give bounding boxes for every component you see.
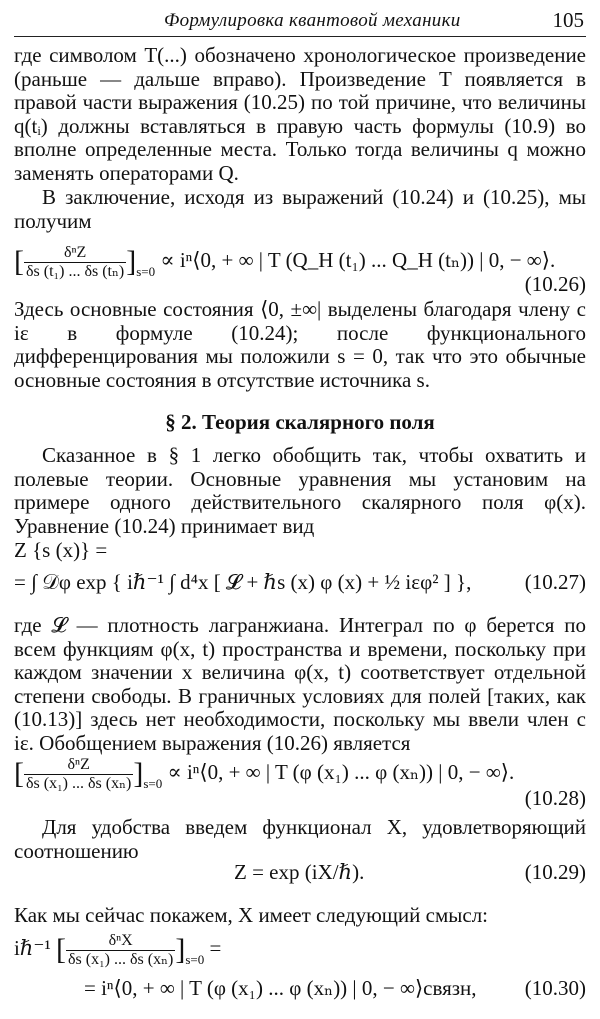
- subscript: s=0: [143, 776, 163, 791]
- equation-10-27-line-2: = ∫ 𝒟φ exp { iℏ⁻¹ ∫ d⁴x [ 𝓛 + ℏs (x) φ (x) + ½ iεφ² ] }, (10.27): [14, 562, 586, 602]
- fraction-numerator: δⁿZ: [24, 244, 126, 263]
- equation-10-30-line-2: = iⁿ⟨0, + ∞ | T (φ (x₁) ... φ (xₙ)) | 0, − ∞⟩связн, (10.30): [14, 968, 586, 1008]
- equation-number-10-29: (10.29): [524, 860, 586, 884]
- subscript: s=0: [185, 952, 205, 967]
- equals-sign: =: [209, 936, 222, 960]
- equation-10-28: [ $\frac{\text{δⁿZ}}{\text{δs (x₁) ... δs (xₙ)}}$ ]$_{s=0}$ ∝ iⁿ⟨0, + ∞ | T (φ (x₁) ... φ (xₙ)) | 0, − ∞⟩.: [14, 755, 515, 792]
- fraction: [66, 932, 175, 969]
- equation-number-10-28: (10.28): [524, 786, 586, 810]
- running-header: [14, 2, 586, 37]
- paragraph-5: где 𝓛 — плотность лагранжиана. Интеграл по φ берется по всем функциям φ(x, t) пространства и времени, поскольку при каждом значении x величина φ(x, t) соответствует отдельной степени свободы. В граничных условиях для полей [таких, как (10.13)] здесь нет необходимости, поскольку мы ввели член с iε. Обобщением выражения (10.26) является: [14, 613, 586, 755]
- paragraph-6: Для удобства введем функционал X, удовлетворяющий соотношению: [14, 815, 586, 863]
- equation-number-10-27: (10.27): [524, 570, 586, 594]
- fraction-denominator: δs (x₁) ... δs (xₙ): [68, 950, 174, 968]
- equation-10-30-line-1: iℏ⁻¹ [ $\frac{\text{δⁿX}}{\text{δs (x₁) ... δs (xₙ)}}$ ]$_{s=0}$ =: [14, 931, 222, 968]
- equation-10-29: Z = exp (iX/ℏ). (10.29): [14, 852, 586, 892]
- fraction-numerator: δⁿZ: [24, 756, 133, 775]
- equation-prefix: iℏ⁻¹: [14, 936, 51, 960]
- fraction-denominator: δs (t₁) ... δs (tₙ): [26, 262, 125, 280]
- paragraph-3: Здесь основные состояния ⟨0, ±∞| выделены благодаря члену с iε в формуле (10.24); после функционального дифференцирования мы положили s = 0, так что это обычные основные состояния в отсутствие источника s.: [14, 297, 586, 392]
- fraction-numerator: δⁿX: [66, 932, 175, 951]
- fraction: [24, 244, 126, 281]
- paragraph-1: где символом T(...) обозначено хронологическое произведение (раньше — дальше вправо). Произведение T появляется в правой части выражения (10.25) по той причине, что величины q(tᵢ) должны вставляться в правую часть формулы (10.9) во вполне определенные места. Только тогда величины q можно заменять операторами Q.: [14, 43, 586, 185]
- section-heading: § 2. Теория скалярного поля: [165, 410, 435, 434]
- equation-number-10-26: (10.26): [524, 272, 586, 296]
- equation-number-10-30: (10.30): [524, 976, 586, 1000]
- page-number: 105: [552, 8, 584, 32]
- equation-10-27-line-1: Z {s (x)} =: [14, 538, 108, 562]
- paragraph-2: В заключение, исходя из выражений (10.24) и (10.25), мы получим: [14, 185, 586, 233]
- paragraph-4: Сказанное в § 1 легко обобщить так, чтобы охватить и полевые теории. Основные уравнения мы установим на примере одного действительного скалярного поля φ(x). Уравнение (10.24) принимает вид: [14, 443, 586, 538]
- equation-rhs: ∝ iⁿ⟨0, + ∞ | T (φ (x₁) ... φ (xₙ)) | 0, − ∞⟩.: [167, 760, 515, 784]
- equation-10-26: [ $\frac{\text{δⁿZ}}{\text{δs (t₁) ... δs (tₙ)}}$ ]$_{s=0}$ ∝ iⁿ⟨0, + ∞ | T (Q_H (t₁) ... Q_H (tₙ)) | 0, − ∞⟩.: [14, 243, 556, 280]
- subscript: s=0: [136, 264, 156, 279]
- paragraph-7: Как мы сейчас покажем, X имеет следующий смысл:: [14, 903, 489, 927]
- fraction-denominator: δs (x₁) ... δs (xₙ): [26, 774, 132, 792]
- running-title: Формулировка квантовой механики: [164, 10, 461, 31]
- equation-rhs: ∝ iⁿ⟨0, + ∞ | T (Q_H (t₁) ... Q_H (tₙ)) | 0, − ∞⟩.: [160, 248, 556, 272]
- fraction: [24, 756, 133, 793]
